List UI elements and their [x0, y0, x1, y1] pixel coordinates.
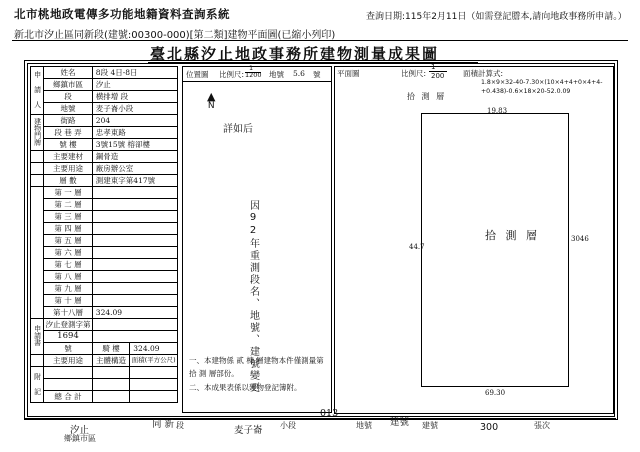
main-struct-label: 主體構造	[92, 355, 129, 367]
footer-sheet-label: 張次	[534, 421, 550, 430]
floor-value	[92, 295, 177, 307]
scale-numerator: 1	[249, 64, 254, 72]
row-head-struct	[31, 151, 44, 163]
cell-label: 段	[44, 91, 93, 103]
location-map-panel	[182, 66, 332, 412]
note-cell-c	[130, 367, 178, 379]
page-title: 臺北縣汐止地政事務所建物測量成果圖	[150, 45, 440, 63]
north-arrow-glyph: ▲	[207, 90, 216, 103]
scale-label: 比例尺:	[219, 70, 245, 79]
floor-value	[92, 283, 177, 295]
row-head-appl-no: 申請書	[31, 319, 44, 355]
footer-section-label: 段	[176, 421, 184, 430]
cell-value: 測建東字第417號	[92, 175, 177, 187]
dimension-left: 44.7	[409, 243, 425, 251]
footer-sub-label: 小段	[280, 421, 296, 430]
floor-value	[92, 235, 177, 247]
note-cell-d	[44, 379, 93, 391]
cell-value: 廠房辦公室	[92, 163, 177, 175]
floor-label: 第 一 層	[44, 187, 93, 199]
north-arrow-icon	[207, 92, 215, 111]
footer-district-label: 鄉鎮市區	[64, 434, 96, 443]
table-row	[31, 247, 178, 259]
table-row	[31, 319, 178, 331]
table-row	[31, 127, 178, 139]
header-divider	[12, 40, 628, 41]
total-value-a	[92, 391, 129, 403]
cell-value: 忠孝東路	[92, 127, 177, 139]
table-row	[31, 283, 178, 295]
footer-landno-label: 地號	[356, 421, 372, 430]
table-row	[31, 175, 178, 187]
floor-label: 第十八層	[44, 307, 93, 319]
note-cell-a	[44, 367, 93, 379]
appl-number-value	[92, 331, 177, 343]
location-map-header	[182, 66, 332, 82]
floor-label: 第 五 層	[44, 235, 93, 247]
area-formula-label: 面積計算式:	[463, 69, 504, 78]
floor-value	[92, 223, 177, 235]
area-formula-coords	[481, 79, 602, 97]
note-line-2: 二、本成果表係以建物登記簿附。	[189, 382, 302, 392]
rider-label: 騎 樓	[92, 343, 129, 355]
table-row	[31, 343, 178, 355]
floor-plan-panel	[334, 63, 614, 414]
footer-buildno-hand: 建號	[390, 417, 410, 428]
table-row	[31, 211, 178, 223]
document-subtitle: 新北市汐止區同新段(建號:00300-000)[第二類]建物平面圖(已縮小列印)	[14, 30, 336, 41]
location-map-body	[182, 82, 332, 413]
table-row	[31, 79, 178, 91]
table-row	[31, 355, 178, 367]
table-row	[31, 259, 178, 271]
plan-scale-numerator: 1	[431, 63, 436, 71]
floor-label: 第 四 層	[44, 223, 93, 235]
row-head-use2	[31, 355, 44, 367]
total-label: 總 合 計	[44, 391, 93, 403]
row-head-door: 建物門牌	[31, 115, 44, 151]
table-row	[31, 163, 178, 175]
cell-label: 層 數	[44, 175, 93, 187]
floor-label: 第 七 層	[44, 259, 93, 271]
table-row	[31, 367, 178, 379]
floor-value	[92, 271, 177, 283]
total-value-b	[130, 391, 178, 403]
left-data-table	[30, 66, 178, 403]
cell-label: 地號	[44, 103, 93, 115]
floor-value	[92, 187, 177, 199]
footer-buildno-value: 300	[480, 422, 499, 433]
scale-denominator: 1200	[245, 71, 262, 79]
floor-label: 第 十 層	[44, 295, 93, 307]
appl-number-unit: 號	[44, 343, 93, 355]
plan-scale	[401, 63, 445, 80]
ground-value: 5.6	[293, 69, 305, 78]
table-row	[31, 379, 178, 391]
cell-label: 主要用途	[44, 163, 93, 175]
appl-year-label: 汐止登測字第	[45, 319, 91, 329]
plan-scale-label: 比例尺:	[401, 69, 427, 78]
appl-year-value	[92, 319, 177, 331]
north-label: N	[207, 101, 215, 111]
note-cell-b	[92, 367, 129, 379]
cell-label: 鄉鎮市區	[44, 79, 93, 91]
footer-buildno-label: 建號	[422, 421, 438, 430]
table-row	[31, 139, 178, 151]
table-row	[31, 307, 178, 319]
floor-value	[92, 259, 177, 271]
cell-value: 8段 4日-8日	[92, 67, 177, 79]
floor-value: 324.09	[92, 307, 177, 319]
dimension-right: 3046	[571, 235, 589, 243]
cell-label: 主要建材	[44, 151, 93, 163]
query-date: 查詢日期:115年2月11日（如需登記謄本,請向地政事務所申請。）	[366, 12, 627, 22]
note-cell-f	[130, 379, 178, 391]
table-row	[31, 91, 178, 103]
table-row	[31, 103, 178, 115]
scale-bar	[245, 72, 261, 73]
cell-value: 3號15號 榕卻樓	[92, 139, 177, 151]
cell-label: 街路	[44, 115, 93, 127]
table-row	[31, 391, 178, 403]
table-row	[31, 295, 178, 307]
area-unit-label: 面積(平方公尺)	[130, 355, 178, 367]
cell-label: 號 樓	[44, 139, 93, 151]
floor-label: 第 三 層	[44, 211, 93, 223]
footer-bar	[24, 408, 616, 444]
cell-label: 段 巷 弄	[44, 127, 93, 139]
form-notes	[189, 354, 331, 395]
table-row	[31, 67, 178, 79]
note-line-1: 一、本建物係 貳 棟 層建物本件僅測量第 拾 測 層部份。	[189, 355, 324, 378]
cell-value: 204	[92, 115, 177, 127]
table-row	[31, 187, 178, 199]
plan-label: 平面圖	[337, 69, 360, 78]
row-head-applicant: 申 請 人	[31, 67, 44, 115]
table-row	[31, 235, 178, 247]
table-row	[31, 331, 178, 343]
floor-value	[92, 247, 177, 259]
cell-value: 汐止	[92, 79, 177, 91]
row-head-floors	[31, 187, 44, 319]
remeasure-note: 因92年重測段名、地號、建號變更	[247, 200, 259, 394]
footer-section-value: 同 新	[152, 419, 175, 430]
cell-value: 鋼骨造	[92, 151, 177, 163]
appl-number: 1694	[44, 331, 93, 343]
handwritten-note: 詳如后	[223, 124, 253, 135]
cell-label: 姓名	[44, 67, 93, 79]
row-head-use	[31, 163, 44, 175]
row-head-note: 附 記	[31, 367, 44, 403]
coord-line-1: 1.8×9×32-40-7.30×(10×4+4+0×4+4-	[481, 79, 603, 86]
plan-floor-label: 拾 測 層	[407, 92, 447, 101]
floor-label: 第 二 層	[44, 199, 93, 211]
footer-landno-value: 013	[320, 408, 339, 419]
table-row	[31, 151, 178, 163]
plan-room-label: 拾 測 層	[485, 229, 540, 242]
table-row	[31, 271, 178, 283]
ground-label: 地號	[269, 70, 284, 79]
main-use-label: 主要用途	[44, 355, 93, 367]
footer-sub-value: 麦子崙	[234, 425, 263, 436]
floor-label: 第 八 層	[44, 271, 93, 283]
dimension-bottom: 69.30	[485, 389, 506, 397]
table-row	[31, 115, 178, 127]
floor-label: 第 九 層	[44, 283, 93, 295]
note-cell-e	[92, 379, 129, 391]
table-row	[31, 199, 178, 211]
building-outline	[421, 113, 569, 387]
row-head-layers	[31, 175, 44, 187]
footer-district-value: 汐止	[70, 425, 90, 436]
location-label: 位置圖	[186, 70, 209, 79]
cell-value: 麦子崙小段	[92, 103, 177, 115]
cell-value: 横排增 段	[92, 91, 177, 103]
table-row	[31, 223, 178, 235]
dimension-top: 19.83	[487, 107, 508, 115]
floor-value	[92, 211, 177, 223]
floor-value	[92, 199, 177, 211]
floor-label: 第 六 層	[44, 247, 93, 259]
system-title: 北市桃地政電傳多功能地籍資料查詢系統	[14, 7, 230, 21]
plan-scale-denominator: 200	[431, 72, 445, 80]
ground-unit: 號	[313, 70, 321, 79]
rider-value: 324.09	[130, 343, 178, 355]
coord-line-2: +0.438)-0.6×18×20-52.0.09	[481, 87, 571, 95]
